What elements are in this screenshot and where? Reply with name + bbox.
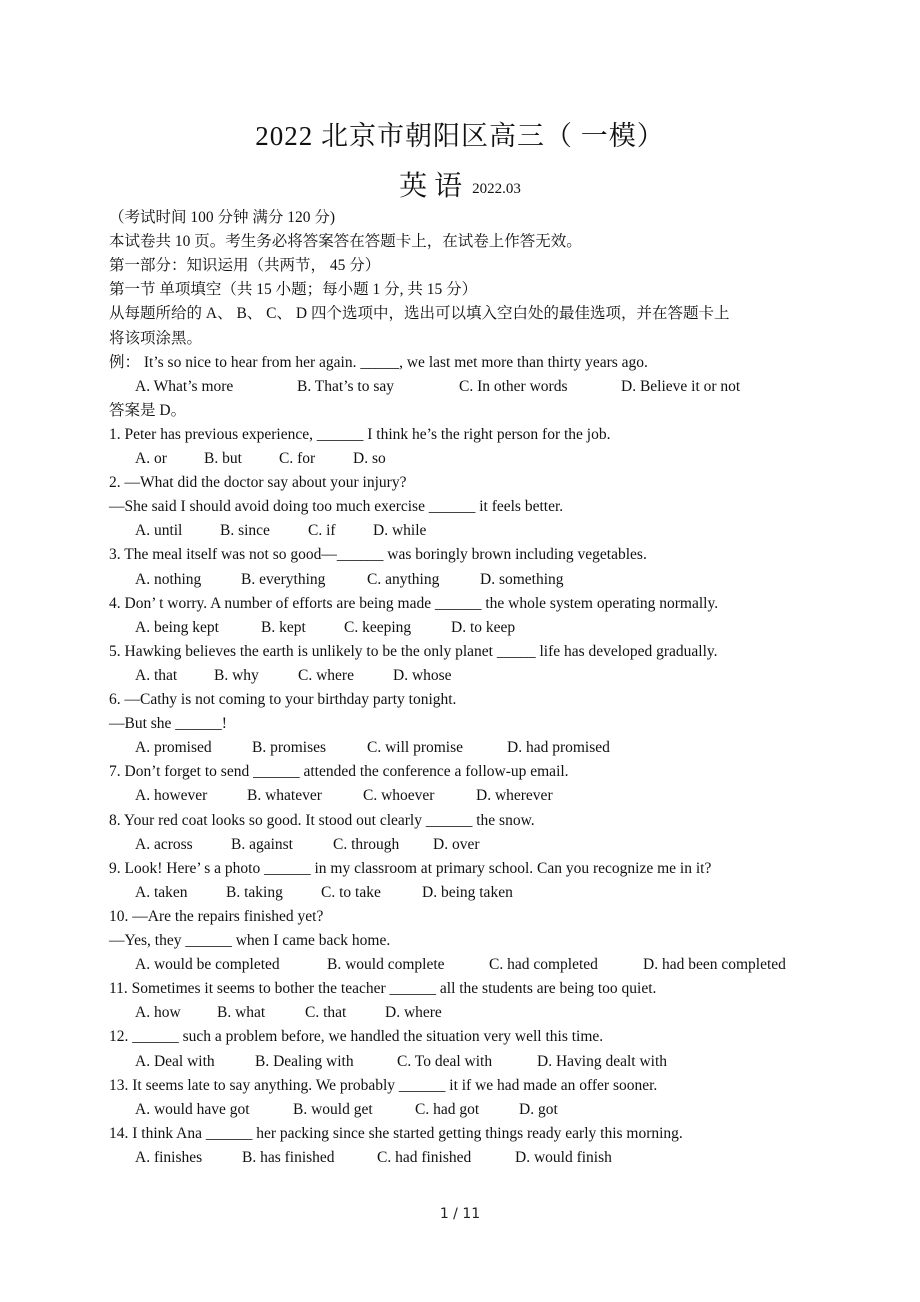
answer-option: D. being taken <box>422 883 513 901</box>
question-stem: 5. Hawking believes the earth is unlikely to be the only planet _____ life has developed gradually. <box>109 642 718 660</box>
question-stem: 14. I think Ana ______ her packing since she started getting things ready early this morning. <box>109 1124 683 1142</box>
answer-option: C. had got <box>415 1100 480 1118</box>
answer-option: B. promises <box>252 739 327 757</box>
answer-option: A. would be completed <box>135 956 280 974</box>
answer-option: D. Having dealt with <box>537 1052 668 1070</box>
answer-option: A. What’s more <box>135 377 234 395</box>
answer-option: C. whoever <box>363 787 435 805</box>
answer-option: D. whose <box>393 666 452 684</box>
answer-option: B. why <box>214 666 259 684</box>
question-stem: —She said I should avoid doing too much exercise ______ it feels better. <box>109 498 564 516</box>
answer-option: D. got <box>519 1100 558 1118</box>
answer-option: C. if <box>308 522 336 540</box>
answer-option: B. kept <box>261 618 306 636</box>
question-stem: 13. It seems late to say anything. We probably ______ it if we had made an offer sooner. <box>109 1076 658 1094</box>
answer-option: B. taking <box>226 883 283 901</box>
answer-option: D. so <box>353 450 386 467</box>
answer-option: B. since <box>220 522 270 540</box>
answer-option: D. while <box>373 522 427 540</box>
answer-option: D. wherever <box>476 787 553 805</box>
answer-option: C. for <box>279 450 316 467</box>
answer-option: D. would finish <box>515 1148 612 1166</box>
answer-option: A. until <box>135 522 183 540</box>
answer-option: C. had finished <box>377 1148 472 1166</box>
answer-option: B. but <box>204 450 242 467</box>
instruction-line: 从每题所给的 A、 B、 C、 D 四个选项中，选出可以填入空白处的最佳选项，并在答题卡上 <box>109 305 730 323</box>
answer-option: B. would get <box>293 1100 373 1118</box>
answer-option: A. being kept <box>135 618 219 636</box>
answer-option: A. promised <box>135 739 212 757</box>
answer-option: D. where <box>385 1004 442 1022</box>
answer-option: C. anything <box>367 570 440 588</box>
answer-option: D. to keep <box>451 618 516 636</box>
answer-option: A. across <box>135 835 193 853</box>
answer-option: B. what <box>217 1004 266 1022</box>
question-stem: —But she ______! <box>109 715 227 733</box>
question-stem: 8. Your red coat looks so good. It stood out clearly ______ the snow. <box>109 811 535 829</box>
subject-heading <box>0 164 920 204</box>
question-stem: 2. —What did the doctor say about your injury? <box>109 474 407 492</box>
instruction-line: （考试时间 100 分钟 满分 120 分) <box>109 209 336 226</box>
answer-option: B. whatever <box>247 787 322 805</box>
answer-option: B. would complete <box>327 956 445 974</box>
answer-option: A. would have got <box>135 1100 250 1118</box>
question-stem: 4. Don’ t worry. A number of efforts are being made ______ the whole system operating normally. <box>109 594 719 612</box>
answer-option: A. finishes <box>135 1148 203 1166</box>
instruction-line: 将该项涂黑。 <box>109 329 203 347</box>
answer-option: D. over <box>433 835 480 853</box>
answer-option: A. how <box>135 1004 181 1022</box>
answer-option: D. had been completed <box>643 956 786 974</box>
answer-option: A. or <box>135 450 167 467</box>
question-stem: 12. ______ such a problem before, we handled the situation very well this time. <box>109 1028 604 1046</box>
question-stem: 10. —Are the repairs finished yet? <box>109 907 324 925</box>
question-stem: 3. The meal itself was not so good—______ was boringly brown including vegetables. <box>109 546 647 564</box>
page-title: 2022 北京市朝阳区高三（ 一模） <box>255 121 665 151</box>
answer-option: A. that <box>135 666 178 684</box>
answer-option: A. Deal with <box>135 1052 215 1070</box>
answer-option: D. something <box>480 570 564 588</box>
answer-option: B. everything <box>241 570 326 588</box>
answer-option: C. that <box>305 1004 347 1022</box>
question-stem: 6. —Cathy is not coming to your birthday party tonight. <box>109 691 457 708</box>
answer-option: B. Dealing with <box>255 1052 354 1070</box>
answer-option: A. however <box>135 787 208 805</box>
answer-option: D. had promised <box>507 739 610 757</box>
answer-option: B. against <box>231 835 293 853</box>
answer-option: C. where <box>298 666 354 684</box>
instruction-line: 第一节 单项填空（共 15 小题；每小题 1 分, 共 15 分） <box>109 281 478 299</box>
answer-option: B. That’s to say <box>297 377 395 395</box>
question-stem: 1. Peter has previous experience, ______ I think he’s the right person for the job. <box>109 425 611 443</box>
instruction-line: 本试卷共 10 页。考生务必将答案答在答题卡上，在试卷上作答无效。 <box>109 233 582 251</box>
answer-option: A. taken <box>135 883 188 901</box>
answer-option: B. has finished <box>242 1148 335 1166</box>
question-stem: 7. Don’t forget to send ______ attended the conference a follow-up email. <box>109 763 569 781</box>
answer-option: A. nothing <box>135 570 202 588</box>
question-stem: 11. Sometimes it seems to bother the teacher ______ all the students are being too quiet. <box>109 980 657 998</box>
subject-label: 英 语 <box>399 171 463 202</box>
answer-option: C. to take <box>321 883 381 901</box>
instruction-line: 第一部分：知识运用（共两节， 45 分） <box>109 257 381 275</box>
answer-option: C. through <box>333 835 400 853</box>
answer-option: C. will promise <box>367 739 464 757</box>
question-stem: 9. Look! Here’ s a photo ______ in my classroom at primary school. Can you recognize me in it? <box>109 859 712 877</box>
example-question: 例： It’s so nice to hear from her again. _____, we last met more than thirty years ago. <box>109 353 648 371</box>
exam-date: 2022.03 <box>472 181 521 197</box>
answer-option: C. keeping <box>344 618 412 636</box>
answer-option: D. Believe it or not <box>621 377 741 395</box>
question-stem: —Yes, they ______ when I came back home. <box>109 932 391 949</box>
answer-option: C. To deal with <box>397 1052 493 1070</box>
example-answer: 答案是 D。 <box>109 401 187 419</box>
answer-option: C. had completed <box>489 956 598 974</box>
answer-option: C. In other words <box>459 377 568 395</box>
page-number: 1 / 11 <box>439 1206 481 1222</box>
